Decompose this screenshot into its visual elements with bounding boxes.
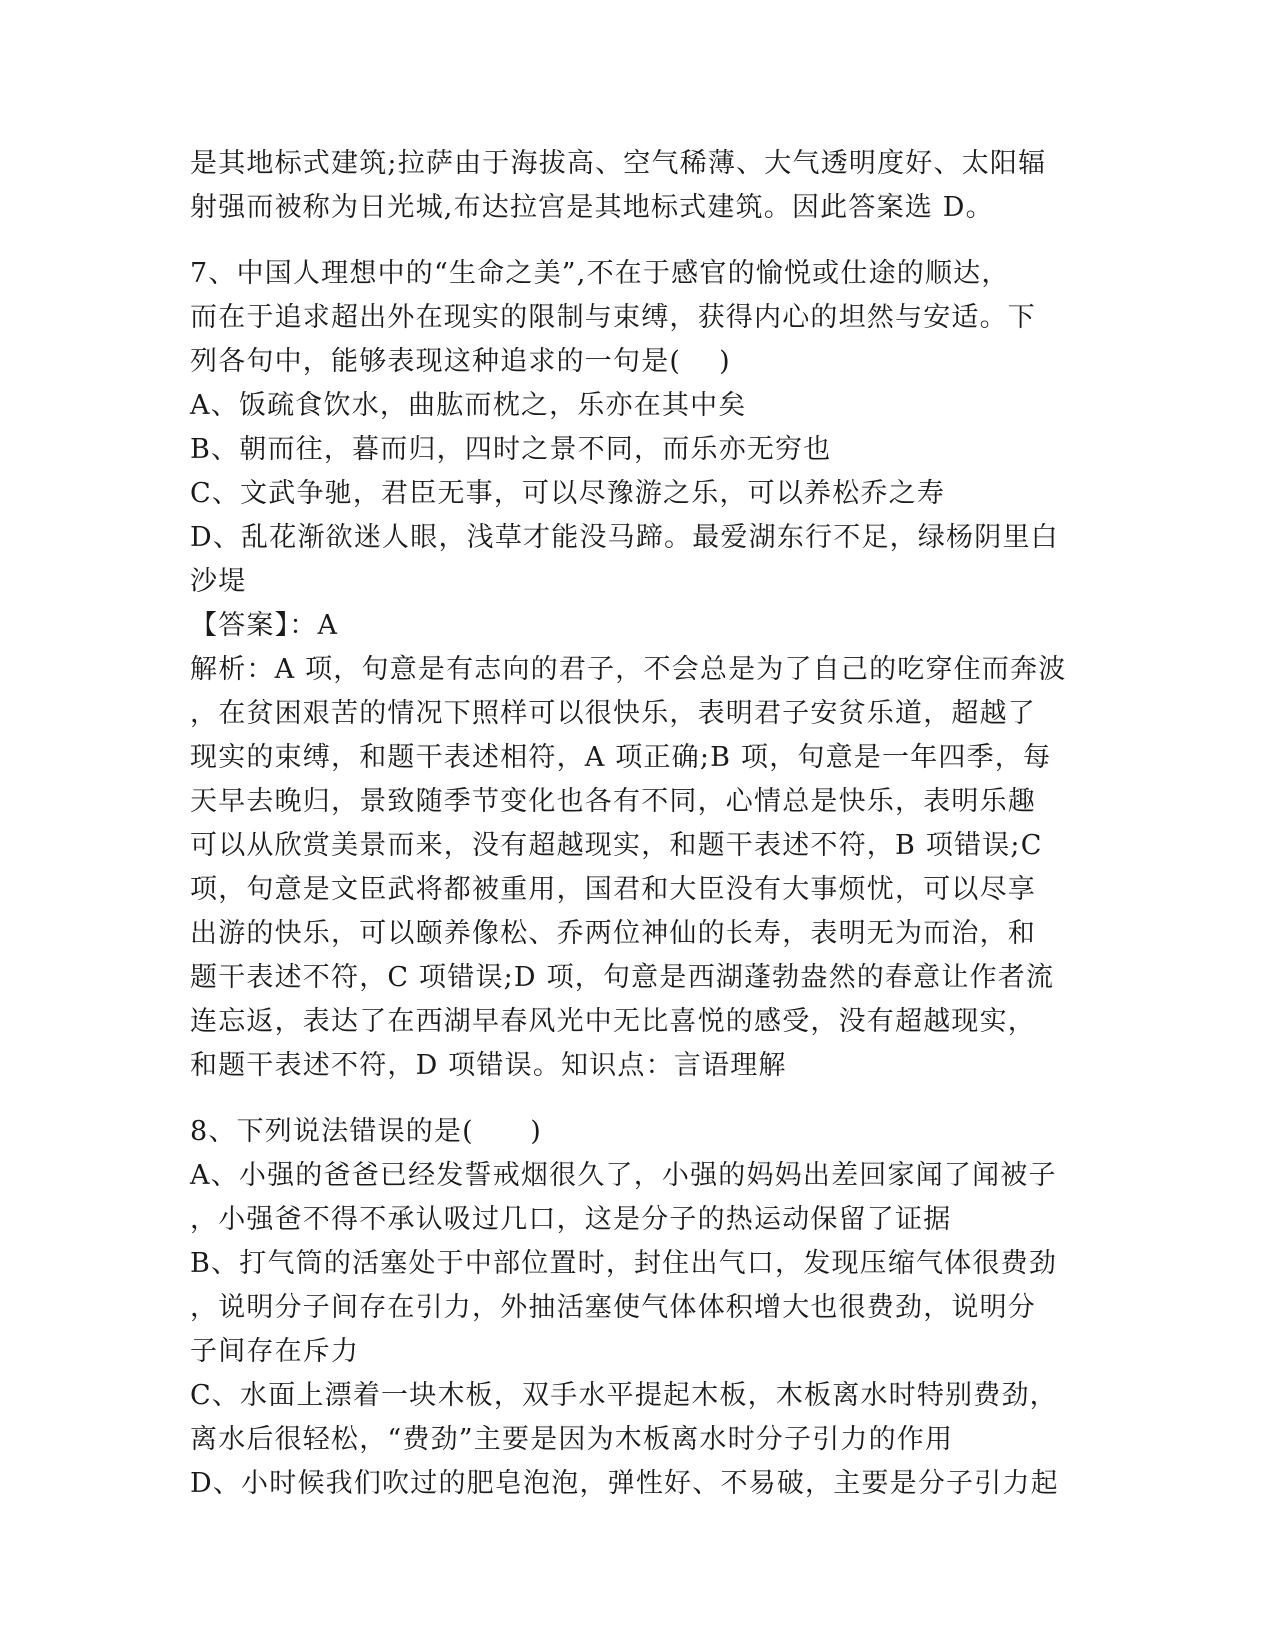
option-a: A、饭疏食饮水，曲肱而枕之，乐亦在其中矣 — [190, 390, 747, 421]
analysis-line: 题干表述不符，C 项错误;D 项，句意是西湖蓬勃盎然的春意让作者流 — [190, 962, 1055, 993]
paragraph-gap — [190, 230, 1090, 252]
question-stem-line: 而在于追求超出外在现实的限制与束缚，获得内心的坦然与安适。下 — [190, 302, 1036, 333]
analysis-line: 和题干表述不符，D 项错误。知识点：言语理解 — [190, 1050, 787, 1081]
option-a-continuation: ，小强爸不得不承认吸过几口，这是分子的热运动保留了证据 — [190, 1204, 952, 1235]
option-b: B、朝而往，暮而归，四时之景不同，而乐亦无穷也 — [190, 434, 832, 465]
analysis-line: 可以从欣赏美景而来，没有超越现实，和题干表述不符，B 项错误;C — [190, 830, 1043, 861]
previous-question-analysis-continuation — [190, 142, 1090, 230]
analysis-line: 项，句意是文臣武将都被重用，国君和大臣没有大事烦忧，可以尽享 — [190, 874, 1036, 905]
question-stem-line: 8、下列说法错误的是( ) — [190, 1116, 543, 1147]
analysis-line: 连忘返，表达了在西湖早春风光中无比喜悦的感受，没有超越现实， — [190, 1006, 1036, 1037]
analysis-line: 现实的束缚，和题干表述相符，A 项正确;B 项，句意是一年四季，每 — [190, 742, 1052, 773]
option-d: D、小时候我们吹过的肥皂泡泡，弹性好、不易破，主要是分子引力起 — [190, 1468, 1059, 1499]
option-d: D、乱花渐欲迷人眼，浅草才能没马蹄。最爱湖东行不足，绿杨阴里白 — [190, 522, 1059, 553]
option-c-continuation: 离水后很轻松，“费劲”主要是因为木板离水时分子引力的作用 — [190, 1424, 954, 1455]
question-stem-line: 列各句中，能够表现这种追求的一句是( ) — [190, 346, 731, 377]
option-c: C、水面上漂着一块木板，双手水平提起木板，木板离水时特别费劲， — [190, 1380, 1058, 1411]
option-b-continuation: ，说明分子间存在引力，外抽活塞使气体体积增大也很费劲，说明分 — [190, 1292, 1036, 1323]
document-page — [190, 142, 1090, 1506]
option-c: C、文武争驰，君臣无事，可以尽豫游之乐，可以养松乔之寿 — [190, 478, 946, 509]
analysis-line: 出游的快乐，可以颐养像松、乔两位神仙的长寿，表明无为而治，和 — [190, 918, 1036, 949]
option-b: B、打气筒的活塞处于中部位置时，封住出气口，发现压缩气体很费劲 — [190, 1248, 1058, 1279]
option-a: A、小强的爸爸已经发誓戒烟很久了，小强的妈妈出差回家闻了闻被子 — [190, 1160, 1057, 1191]
answer-line: 【答案】：A — [190, 610, 339, 641]
paragraph-gap — [190, 1088, 1090, 1110]
text-line: 射强而被称为日光城,布达拉宫是其地标式建筑。因此答案选 D。 — [190, 192, 994, 223]
option-d-continuation: 沙堤 — [190, 566, 247, 597]
analysis-line: 解析：A 项，句意是有志向的君子，不会总是为了自己的吃穿住而奔波 — [190, 654, 1067, 685]
question-7 — [190, 252, 1090, 1088]
question-8 — [190, 1110, 1090, 1506]
analysis-line: ，在贫困艰苦的情况下照样可以很快乐，表明君子安贫乐道，超越了 — [190, 698, 1036, 729]
option-b-continuation: 子间存在斥力 — [190, 1336, 360, 1367]
analysis-line: 天早去晚归，景致随季节变化也各有不同，心情总是快乐，表明乐趣 — [190, 786, 1036, 817]
question-stem-line: 7、中国人理想中的“生命之美”,不在于感官的愉悦或仕途的顺达， — [190, 258, 1010, 289]
text-line: 是其地标式建筑;拉萨由于海拔高、空气稀薄、大气透明度好、太阳辐 — [190, 148, 1047, 179]
